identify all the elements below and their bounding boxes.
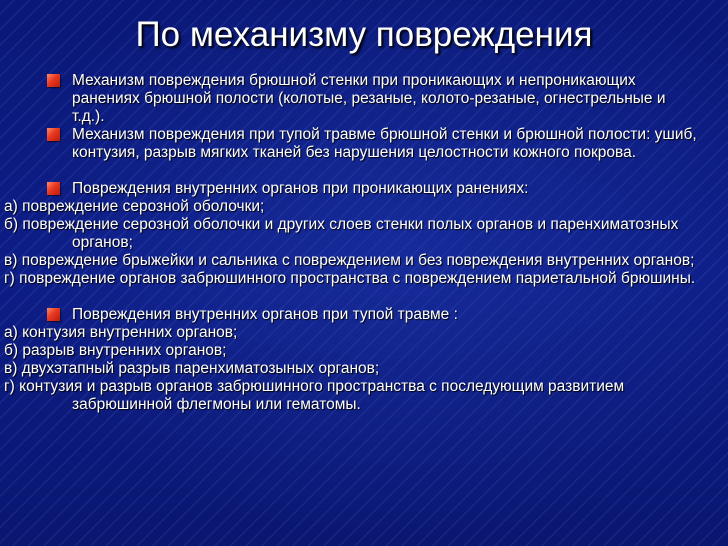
section-heading-text: Повреждения внутренних органов при проникающих ранениях: bbox=[72, 180, 529, 197]
list-item: г) повреждение органов забрюшинного пространства с повреждением париетальной брюшины. bbox=[4, 270, 696, 287]
square-bullet-icon bbox=[47, 128, 60, 141]
list-item: г) контузия и разрыв органов забрюшинного пространства с последующим развитием забрюшинной флегмоны или гематомы. bbox=[4, 378, 625, 413]
list-item: а) контузия внутренних органов; bbox=[4, 324, 238, 341]
section-heading bbox=[0, 180, 700, 198]
bullet-item bbox=[0, 126, 700, 162]
section-heading-text: Повреждения внутренних органов при тупой травме : bbox=[72, 306, 458, 323]
spacer bbox=[0, 162, 700, 180]
list-item: б) повреждение серозной оболочки и других слоев стенки полых органов и паренхиматозных органов; bbox=[4, 216, 679, 251]
square-bullet-icon bbox=[47, 308, 60, 321]
spacer bbox=[0, 288, 700, 306]
bullet-item bbox=[0, 72, 700, 126]
section-heading bbox=[0, 306, 700, 324]
square-bullet-icon bbox=[47, 74, 60, 87]
list-item: в) двухэтапный разрыв паренхиматозыных органов; bbox=[4, 360, 380, 377]
list-item: в) повреждение брыжейки и сальника с повреждением и без повреждения внутренних органов; bbox=[4, 252, 695, 269]
list-item: б) разрыв внутренних органов; bbox=[4, 342, 227, 359]
slide-title: По механизму повреждения bbox=[135, 15, 593, 54]
bullet-text: Механизм повреждения брюшной стенки при проникающих и непроникающих ранениях брюшной полости (колотые, резаные, колото-резаные, огнестрельные и т.д.). bbox=[72, 72, 666, 125]
list-item: а) повреждение серозной оболочки; bbox=[4, 198, 265, 215]
square-bullet-icon bbox=[47, 182, 60, 195]
slide-content bbox=[0, 72, 700, 414]
bullet-text: Механизм повреждения при тупой травме брюшной стенки и брюшной полости: ушиб, контузия, разрыв мягких тканей без нарушения целостности кожного покрова. bbox=[72, 126, 697, 161]
